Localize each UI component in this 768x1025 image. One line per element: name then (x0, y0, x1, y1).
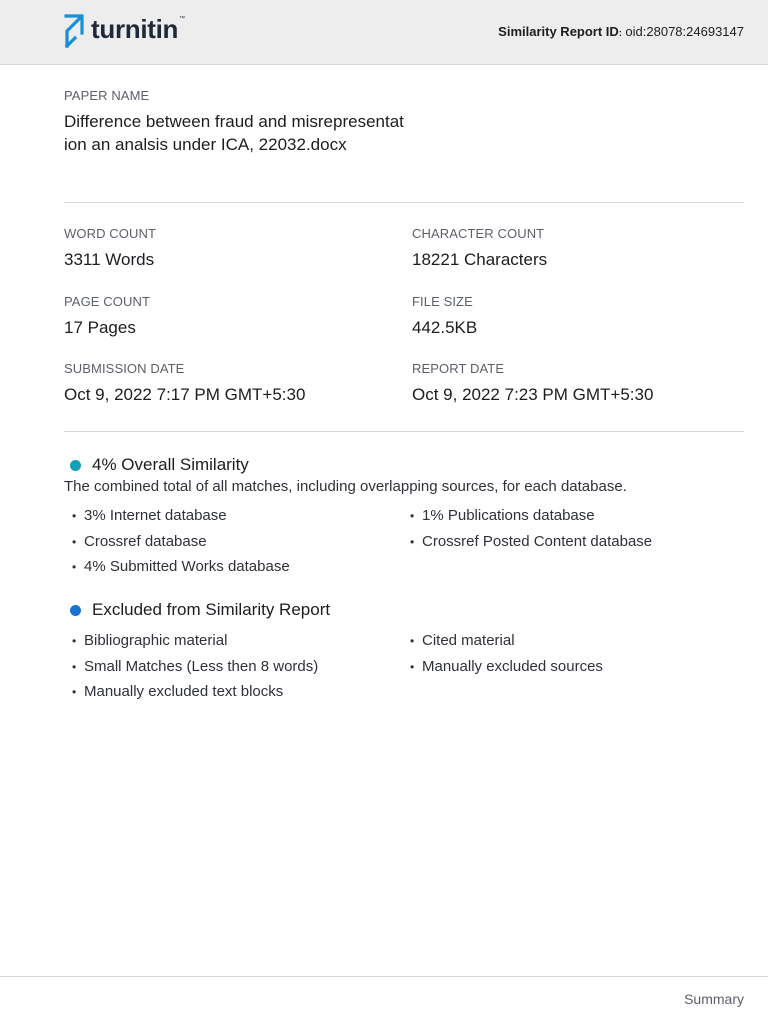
excluded-title: Excluded from Similarity Report (92, 600, 331, 619)
list-item: • Crossref database (72, 533, 207, 550)
footer-summary-label: Summary (684, 991, 744, 1007)
report-date-label: REPORT DATE (412, 361, 505, 376)
list-item: • Crossref Posted Content database (410, 533, 653, 550)
turnitin-logo-icon (63, 13, 85, 49)
report-header (0, 0, 768, 65)
excluded-dot-icon (70, 605, 81, 616)
logo-trademark: ™ (179, 16, 186, 22)
similarity-report-id (498, 24, 744, 39)
character-count-value: 18221 Characters (412, 250, 548, 269)
bullet-icon: • (72, 509, 77, 523)
bullet-icon: • (72, 535, 77, 549)
bullet-icon: • (410, 660, 415, 674)
list-item: • Small Matches (Less then 8 words) (72, 658, 319, 675)
page-count-value: 17 Pages (64, 318, 136, 337)
report-id-separator: : (618, 28, 622, 38)
list-item: • Manually excluded sources (410, 658, 603, 675)
logo-wordmark: turnitin (91, 13, 179, 44)
report-footer (0, 976, 768, 1025)
bullet-icon: • (72, 634, 77, 648)
overall-similarity-heading (70, 455, 249, 475)
list-item: • 3% Internet database (72, 507, 227, 524)
report-id-value: oid:28078:24693147 (621, 24, 744, 39)
report-date-value: Oct 9, 2022 7:23 PM GMT+5:30 (412, 385, 654, 404)
divider (64, 202, 744, 203)
file-size-label: FILE SIZE (412, 294, 473, 309)
file-size-value: 442.5KB (412, 318, 478, 337)
list-item: • Manually excluded text blocks (72, 683, 284, 700)
bullet-icon: • (72, 660, 77, 674)
overall-similarity-title: 4% Overall Similarity (92, 455, 249, 474)
word-count-label: WORD COUNT (64, 226, 156, 241)
character-count-label: CHARACTER COUNT (412, 226, 545, 241)
submission-date-value: Oct 9, 2022 7:17 PM GMT+5:30 (64, 385, 306, 404)
similarity-dot-icon (70, 460, 81, 471)
excluded-heading (70, 600, 330, 620)
bullet-icon: • (410, 634, 415, 648)
bullet-icon: • (72, 685, 77, 699)
report-id-label: Similarity Report ID (498, 24, 619, 39)
bullet-icon: • (410, 509, 415, 523)
similarity-description: The combined total of all matches, including overlapping sources, for each database. (64, 478, 627, 495)
paper-name-label: PAPER NAME (64, 88, 150, 103)
paper-name-value: Difference between fraud and misrepresentation an analsis under ICA, 22032.docx (64, 112, 404, 154)
list-item: • Bibliographic material (72, 632, 228, 649)
bullet-icon: • (410, 535, 415, 549)
divider (64, 431, 744, 432)
bullet-icon: • (72, 560, 77, 574)
list-item: • 1% Publications database (410, 507, 595, 524)
list-item: • Cited material (410, 632, 515, 649)
page-count-label: PAGE COUNT (64, 294, 150, 309)
submission-date-label: SUBMISSION DATE (64, 361, 185, 376)
turnitin-logo (63, 13, 185, 49)
word-count-value: 3311 Words (64, 250, 155, 269)
list-item: • 4% Submitted Works database (72, 558, 290, 575)
